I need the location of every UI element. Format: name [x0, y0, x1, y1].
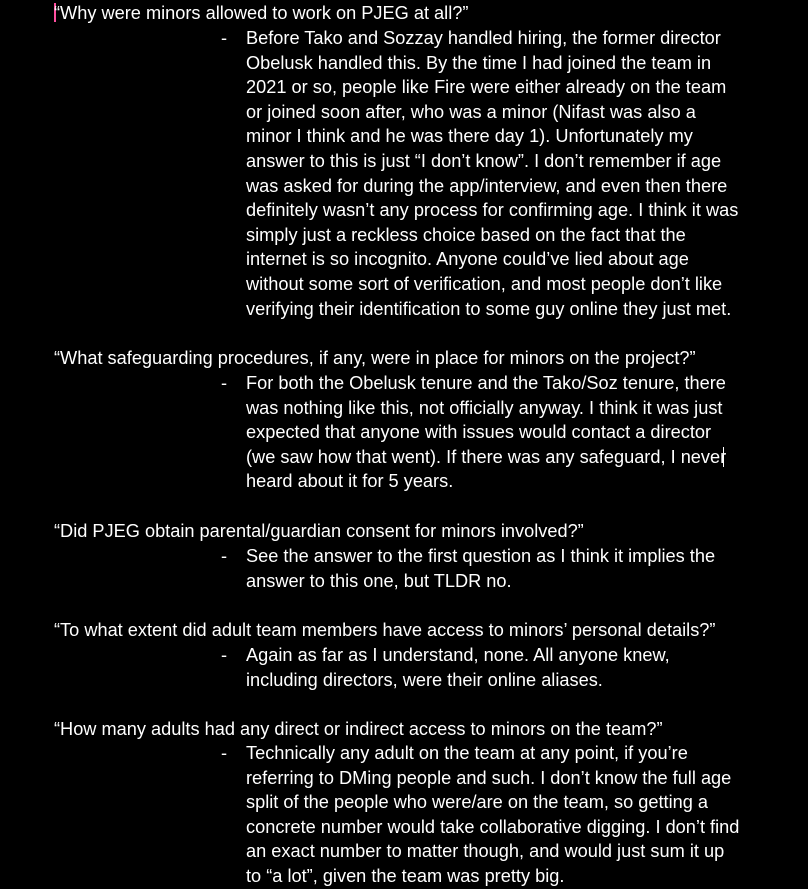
answer-line: answer to this one, but TLDR no.	[246, 570, 512, 591]
bullet-dash: -	[221, 546, 228, 566]
answer-line: split of the people who were/are on the team, so getting a	[246, 792, 709, 813]
answer-line: minor I think and he was there day 1). Unfortunately my	[246, 126, 693, 147]
answer-text	[246, 371, 766, 494]
answer-line: was nothing like this, not officially anyway. I think it was just	[246, 397, 723, 418]
answer-text	[246, 26, 766, 321]
answer-line: was asked for during the app/interview, and even then there	[246, 175, 728, 196]
answer-line: Obelusk handled this. By the time I had joined the team in	[246, 52, 712, 73]
answer-line: concrete number would take collaborative digging. I don’t find	[246, 816, 740, 837]
answer-line: including directors, were their online aliases.	[246, 669, 603, 690]
answer-line: expected that anyone with issues would contact a director	[246, 422, 712, 443]
answer-line: simply just a reckless choice based on the fact that the	[246, 224, 686, 245]
answer-line: internet is so incognito. Anyone could’ve lied about age	[246, 249, 689, 270]
answer-line: verifying their identification to some guy online they just met.	[246, 298, 732, 319]
question-text: “To what extent did adult team members have access to minors’ personal details?”	[54, 620, 716, 640]
answer-line: without some sort of verification, and most people don’t like	[246, 273, 723, 294]
answer-text	[246, 544, 766, 593]
answer-line: 2021 or so, people like Fire were either already on the team	[246, 77, 727, 98]
answer-text	[246, 643, 766, 692]
answer-line: Again as far as I understand, none. All anyone knew,	[246, 645, 670, 665]
bullet-dash: -	[221, 743, 228, 763]
answer-line: See the answer to the first question as I think it implies the	[246, 546, 716, 566]
answer-line: heard about it for 5 years.	[246, 471, 454, 492]
question-text: “How many adults had any direct or indirect access to minors on the team?”	[54, 719, 663, 739]
answer-line: or joined soon after, who was a minor (Nifast was also a	[246, 101, 696, 122]
question-text: “What safeguarding procedures, if any, were in place for minors on the project?”	[54, 348, 696, 368]
question-text: “Did PJEG obtain parental/guardian consent for minors involved?”	[54, 521, 584, 541]
answer-line: Before Tako and Sozzay handled hiring, the former director	[246, 28, 721, 48]
answer-line: answer to this is just “I don’t know”. I don’t remember if age	[246, 150, 722, 171]
answer-text	[246, 741, 766, 889]
answer-line: referring to DMing people and such. I don’t know the full age	[246, 767, 732, 788]
bullet-dash: -	[221, 28, 228, 48]
answer-line: For both the Obelusk tenure and the Tako/Soz tenure, there	[246, 373, 726, 393]
answer-line: definitely wasn’t any process for confirming age. I think it was	[246, 200, 739, 221]
question-text: “Why were minors allowed to work on PJEG at all?”	[54, 3, 469, 23]
answer-line: Technically any adult on the team at any point, if you’re	[246, 743, 688, 763]
bullet-dash: -	[221, 373, 228, 393]
answer-line: an exact number to matter though, and would just sum it up	[246, 841, 725, 862]
answer-line: (we saw how that went). If there was any safeguard, I never	[246, 446, 727, 467]
answer-line: to “a lot”, given the team was pretty big.	[246, 865, 565, 886]
bullet-dash: -	[221, 645, 228, 665]
